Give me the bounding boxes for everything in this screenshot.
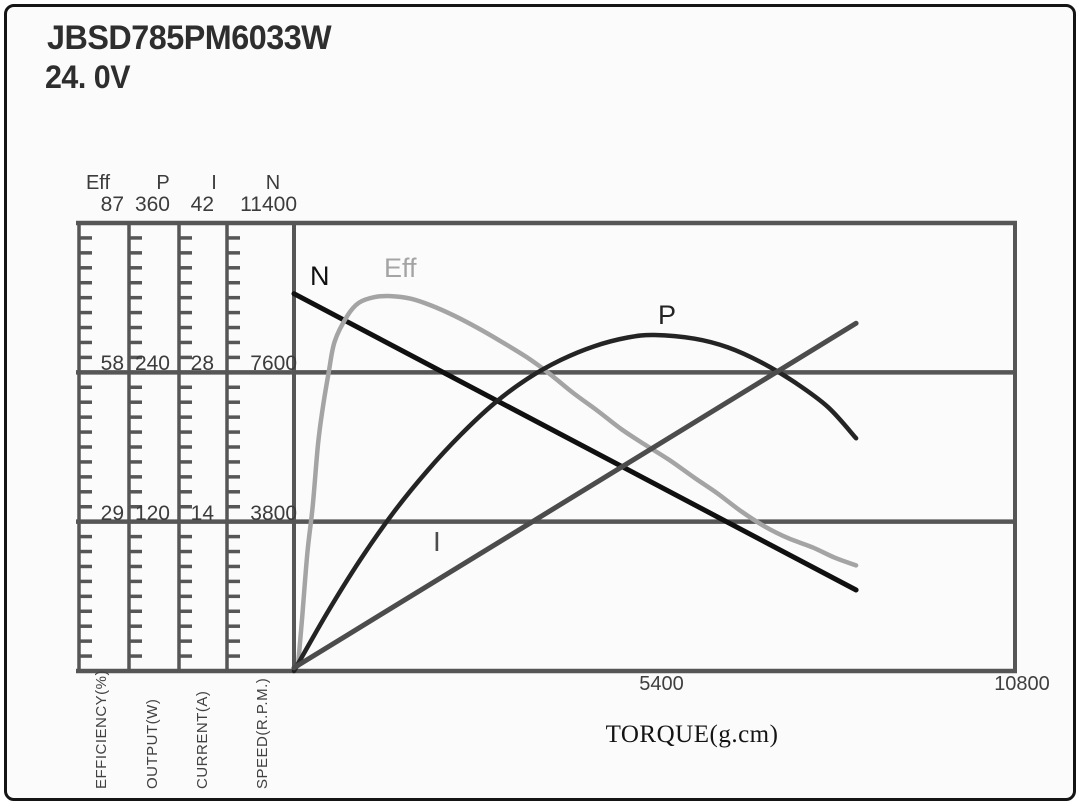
scale-tick-Eff-87: 87 [100,193,124,216]
scale-name-P: P [156,172,170,194]
scale-tick-Eff-29: 29 [100,501,124,525]
scale-tick-P-120: 120 [134,501,170,525]
curve-label-Eff: Eff [384,253,417,283]
scale-tick-I-28: 28 [190,352,214,376]
scale-tick-I-14: 14 [190,501,214,525]
model-title: JBSD785PM6033W [47,19,332,57]
datasheet-frame [4,4,1076,801]
curve-N [294,294,856,590]
curve-I [294,323,856,668]
curve-label-N: N [310,261,330,291]
voltage-title: 24. 0V [45,59,131,95]
axis-caption-P: OUTPUT(W) [144,698,161,789]
x-tick-5400: 5400 [639,673,684,695]
x-axis-title: TORQUE(g.cm) [605,721,779,748]
axis-caption-Eff: EFFICIENCY(%) [93,670,110,789]
scale-tick-P-360: 360 [134,193,170,216]
x-tick-10800: 10800 [994,673,1050,695]
scale-tick-N-3800: 3800 [250,501,297,525]
scale-tick-I-42: 42 [190,193,214,216]
scale-name-I: I [211,172,217,194]
performance-chart [7,7,1076,801]
scale-name-Eff: Eff [85,172,111,194]
curve-label-I: I [433,526,441,557]
curve-P [294,335,856,671]
scale-tick-Eff-58: 58 [100,352,124,376]
scale-tick-N-11400: 11400 [240,193,297,216]
axis-caption-N: SPEED(R.P.M.) [254,677,271,789]
scale-tick-N-7600: 7600 [250,352,297,376]
scale-tick-P-240: 240 [134,352,170,376]
scale-name-N: N [265,172,281,194]
curve-label-P: P [658,300,677,330]
axis-caption-I: CURRENT(A) [194,690,211,789]
